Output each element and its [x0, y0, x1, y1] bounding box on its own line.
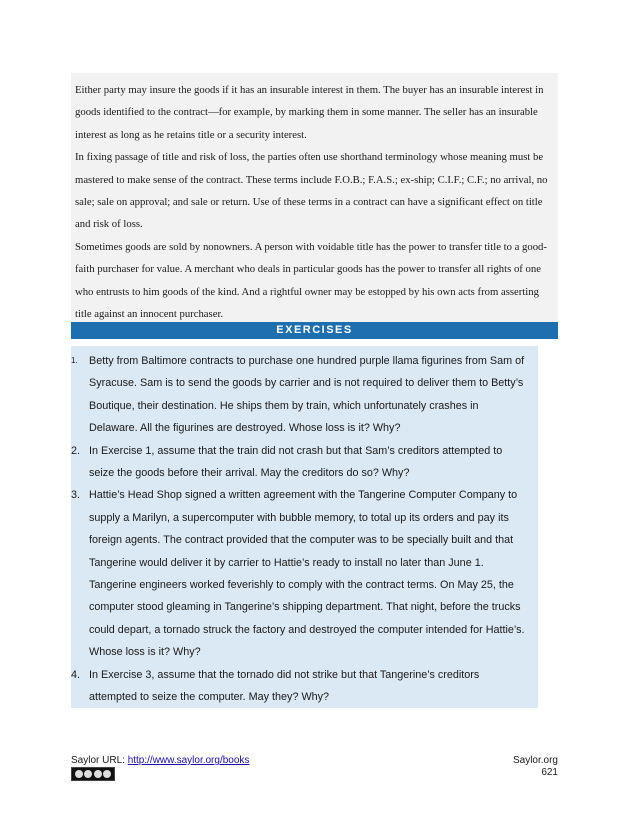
summary-paragraph: Either party may insure the goods if it has an insurable interest in them. The buyer has an insurable interest in goods identified to the contract—for example, by marking them in some manner. The seller has an insurable interest as long as he retains title or a security interest. [75, 84, 544, 141]
exercise-number: 4. [71, 668, 81, 681]
exercise-text: In Exercise 1, assume that the train did not crash but that Sam’s creditors attempted to seize the goods before their arrival. May the creditors do so? Why? [89, 444, 503, 480]
footer-source [71, 755, 249, 766]
footer-url-label: Saylor URL: [71, 755, 128, 766]
cc-by-nc-sa-icon [71, 767, 115, 781]
by-circle-icon [84, 770, 92, 778]
exercises-list-box [71, 346, 538, 708]
nc-circle-icon [94, 770, 102, 778]
exercise-number: 1. [71, 356, 78, 365]
sa-circle-icon [103, 770, 111, 778]
exercises-list [71, 346, 538, 709]
exercise-text: Betty from Baltimore contracts to purchase one hundred purple llama figurines from Sam of Syracuse. Sam is to send the goods by carrier and is not required to deliver them to Betty’s Boutique, their destination. He ships them by train, which unfortunately crashes in Delaware. All the figurines are destroyed. Whose loss is it? Why? [89, 355, 525, 435]
exercise-text: Hattie’s Head Shop signed a written agreement with the Tangerine Computer Company to supply a Marilyn, a supercomputer with bubble memory, to total up its orders and pay its foreign agents. The contract provided that the computer was to be specially built and that Tangerine would deliver it by carrier to Hattie’s ready to install no later than June 1. Tangerine engineers worked feverishly to comply with the contract terms. On May 25, the computer stood gleaming in Tangerine’s shipping department. That night, before the trucks could depart, a tornado struck the factory and destroyed the computer intended for Hattie’s. Whose loss is it? Why? [89, 489, 525, 659]
exercises-heading: EXERCISES [71, 322, 558, 339]
saylor-books-link[interactable]: http://www.saylor.org/books [127, 755, 250, 766]
summary-paragraph: Sometimes goods are sold by nonowners. A person with voidable title has the power to transfer title to a good-faith purchaser for value. A merchant who deals in particular goods has the power to transfer all rights of one who entrusts to him goods of the kind. And a rightful owner may be estopped by his own acts from asserting title against an innocent purchaser. [75, 240, 547, 321]
exercise-item [71, 350, 538, 440]
exercise-item [71, 440, 538, 485]
summary-paragraph: In fixing passage of title and risk of loss, the parties often use shorthand terminology whose meaning must be mastered to make sense of the contract. These terms include F.O.B.; F.A.S.; ex-ship; C.I.F.; C.F.; no arrival, no sale; sale on approval; and sale or return. Use of these terms in a contract can have a significant effect on title and risk of loss. [75, 151, 548, 231]
key-takeaway-summary [71, 73, 558, 322]
exercise-item [71, 664, 538, 709]
exercise-item [71, 484, 538, 663]
exercise-number: 3. [71, 489, 81, 502]
exercise-number: 2. [71, 444, 81, 457]
footer-site: Saylor.org [512, 755, 558, 766]
exercise-text: In Exercise 3, assume that the tornado did not strike but that Tangerine’s creditors attempted to seize the computer. May they? Why? [89, 668, 480, 704]
footer-page-info [513, 755, 558, 779]
cc-circle-icon [75, 770, 83, 778]
page-number: 621 [541, 767, 558, 778]
